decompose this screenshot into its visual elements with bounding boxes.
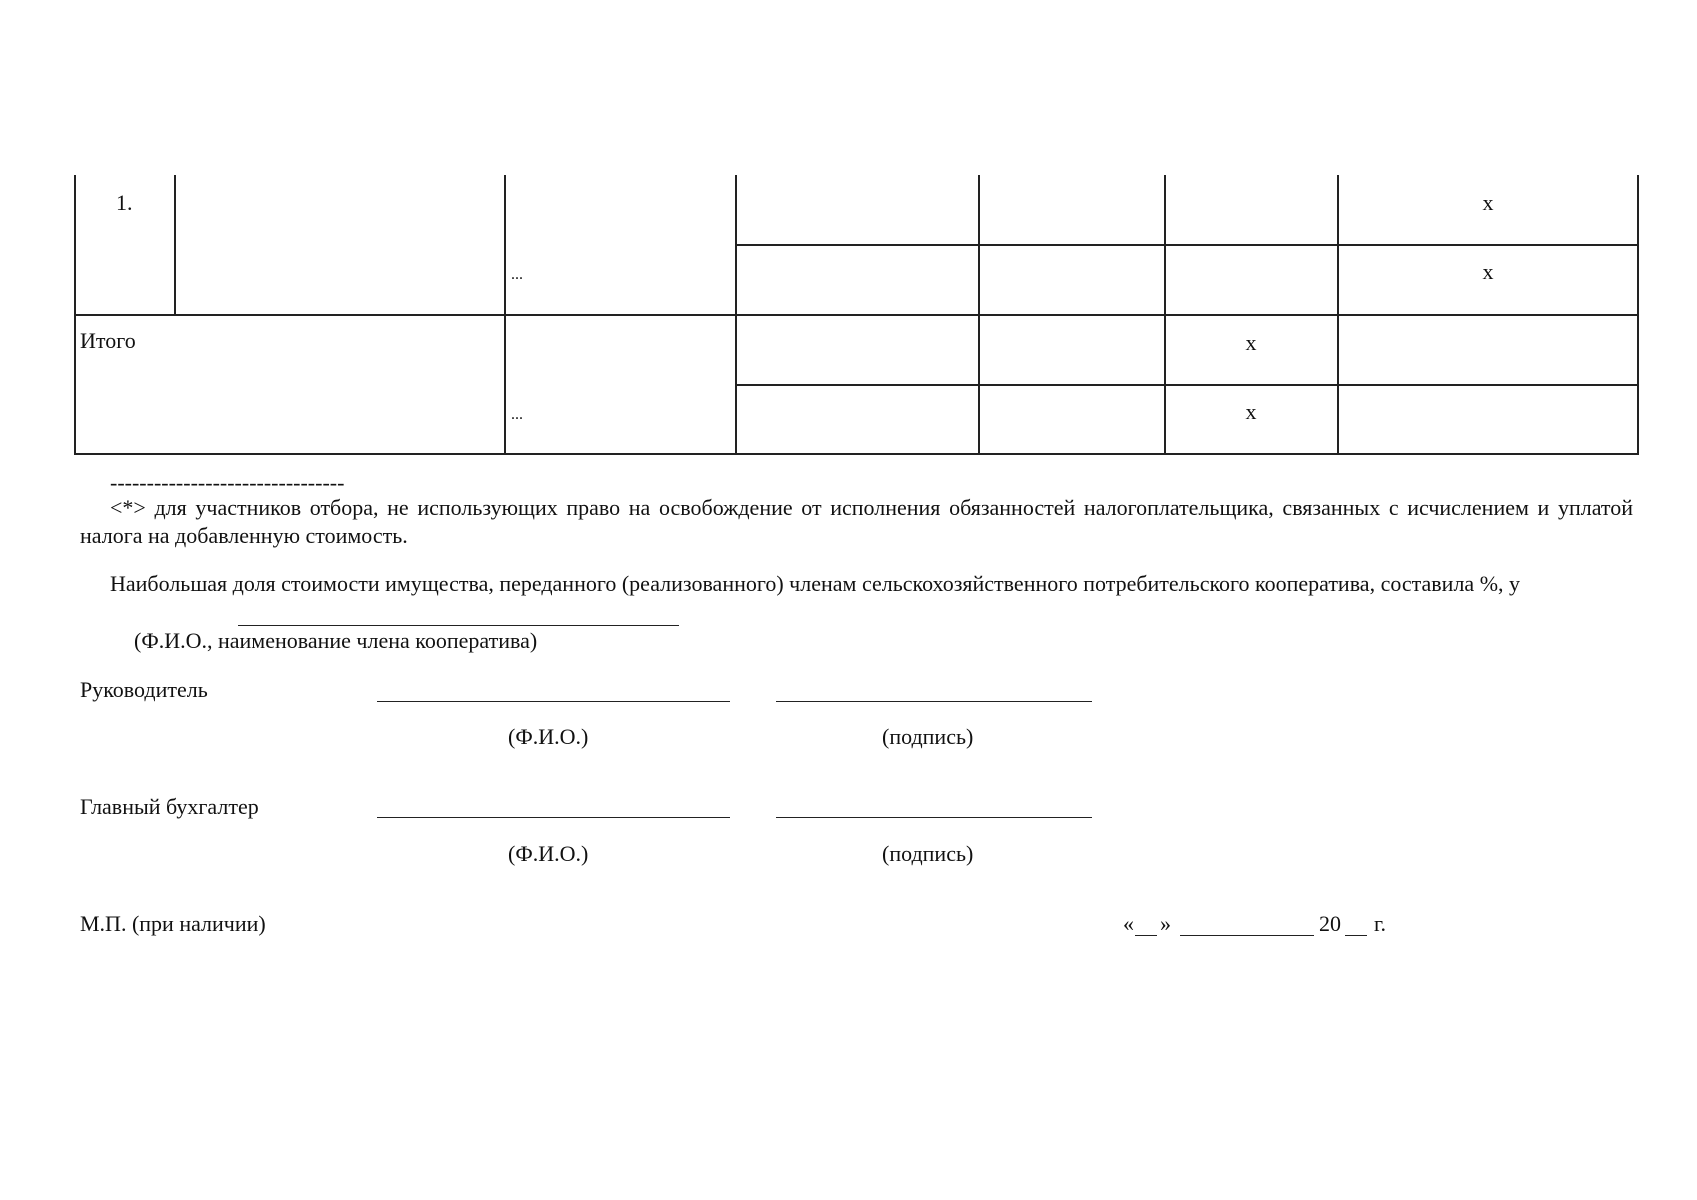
total-label: Итого: [80, 328, 136, 353]
accountant-signature-caption: (подпись): [882, 841, 974, 866]
table-line: [735, 175, 737, 455]
footnote-separator: --------------------------------: [110, 470, 345, 495]
table-line: [74, 175, 76, 455]
table-line: [1337, 175, 1339, 455]
x-mark: x: [1245, 330, 1257, 355]
row-number: 1.: [116, 190, 133, 215]
x-mark: x: [1482, 190, 1494, 215]
share-text: Наибольшая доля стоимости имущества, переданного (реализованного) членам сельскохозяйственного потребительского кооператива, составила %, у: [110, 571, 1521, 596]
date-year-line[interactable]: [1345, 935, 1367, 936]
date-suffix: г.: [1374, 911, 1387, 936]
x-mark: x: [1482, 259, 1494, 284]
director-fio-line[interactable]: [377, 701, 730, 702]
x-mark: x: [1245, 399, 1257, 424]
director-signature-caption: (подпись): [882, 724, 974, 749]
share-paragraph: [80, 570, 1633, 598]
table-line: [74, 453, 1639, 455]
table-line: [174, 175, 176, 315]
footnote-body: <*> для участников отбора, не использующих право на освобождение от исполнения обязанностей налогоплательщика, связанных с исчислением и уплатой налога на добавленную стоимость.: [80, 495, 1633, 548]
accountant-label: Главный бухгалтер: [80, 794, 259, 819]
table-line: [1637, 175, 1639, 455]
table-line: [504, 175, 506, 455]
date-month-line[interactable]: [1180, 935, 1314, 936]
date-close-quote: »: [1160, 911, 1171, 936]
director-fio-caption: (Ф.И.О.): [508, 724, 589, 749]
ellipsis-cell: ...: [511, 406, 523, 423]
accountant-fio-line[interactable]: [377, 817, 730, 818]
director-label: Руководитель: [80, 677, 208, 702]
table-line: [74, 314, 1639, 316]
table-line: [1164, 175, 1166, 455]
date-year-prefix: 20: [1319, 911, 1341, 936]
date-open-quote: «: [1123, 911, 1134, 936]
stamp-label: М.П. (при наличии): [80, 911, 266, 936]
director-signature-line[interactable]: [776, 701, 1092, 702]
table-line: [978, 175, 980, 455]
member-name-caption: (Ф.И.О., наименование члена кооператива): [134, 628, 538, 653]
table-line: [735, 244, 1639, 246]
table-line: [735, 384, 1639, 386]
member-name-line[interactable]: [238, 625, 679, 626]
accountant-fio-caption: (Ф.И.О.): [508, 841, 589, 866]
date-day-line[interactable]: [1135, 935, 1157, 936]
ellipsis-cell: ...: [511, 266, 523, 283]
footnote-text: [80, 494, 1633, 550]
accountant-signature-line[interactable]: [776, 817, 1092, 818]
